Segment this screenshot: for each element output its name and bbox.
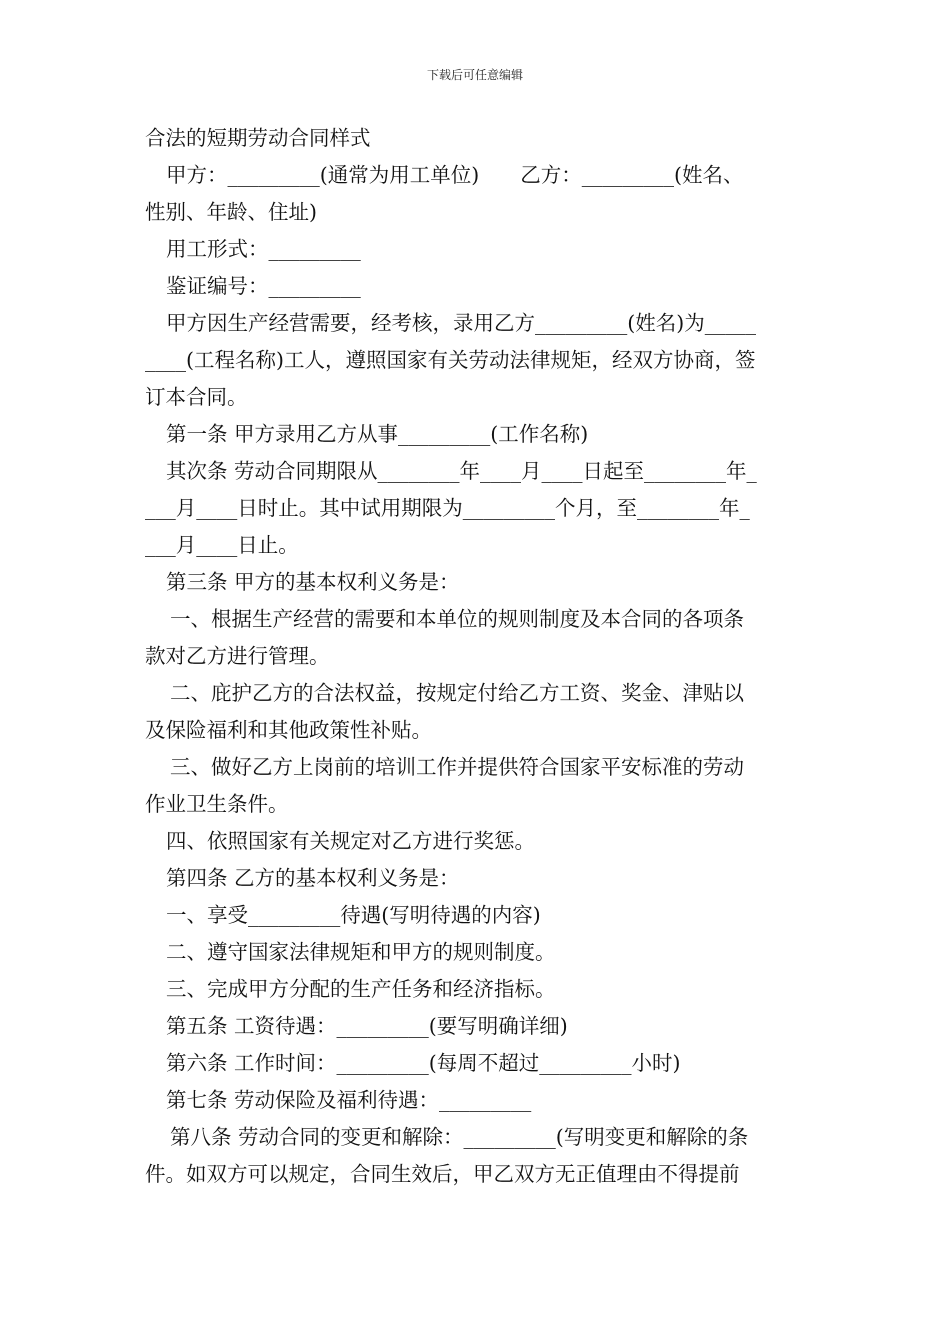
- page-header: 下载后可任意编辑: [426, 68, 523, 82]
- verification-number-line: 鉴证编号：_________: [166, 274, 361, 298]
- preamble-line: 甲方因生产经营需要，经考核，录用乙方_________(姓名)为_____: [166, 311, 756, 335]
- article-3-item-cont: 及保险福利和其他政策性补贴。: [145, 718, 432, 742]
- article-4: 第四条 乙方的基本权利义务是：: [166, 866, 460, 890]
- article-3-item-cont: 款对乙方进行管理。: [145, 644, 330, 668]
- article-4-item: 二、遵守国家法律规矩和甲方的规则制度。: [166, 940, 556, 964]
- article-8-cont: 件。如双方可以规定，合同生效后，甲乙双方无正值理由不得提前: [145, 1162, 740, 1186]
- article-8: 第八条 劳动合同的变更和解除：_________(写明变更和解除的条: [170, 1125, 749, 1149]
- article-3-item-cont: 作业卫生条件。: [145, 792, 289, 816]
- employment-form-line: 用工形式：_________: [166, 237, 361, 261]
- article-3-item: 三、做好乙方上岗前的培训工作并提供符合国家平安标准的劳动: [170, 755, 744, 779]
- article-2-cont: ___月____日止。: [145, 533, 299, 557]
- article-2-cont: ___月____日时止。其中试用期限为_________个月，至________年_: [145, 496, 750, 520]
- party-line: 甲方：_________(通常为用工单位) 乙方：_________(姓名、: [166, 163, 744, 187]
- article-2: 其次条 劳动合同期限从________年____月____日起至________年_: [166, 459, 757, 483]
- article-6: 第六条 工作时间：_________(每周不超过_________小时): [166, 1051, 681, 1075]
- article-7: 第七条 劳动保险及福利待遇：_________: [166, 1088, 532, 1112]
- article-3-item: 二、庇护乙方的合法权益，按规定付给乙方工资、奖金、津贴以: [170, 681, 744, 705]
- preamble-line: 订本合同。: [145, 385, 248, 409]
- document-title: 合法的短期劳动合同样式: [145, 126, 371, 150]
- article-3-item: 一、根据生产经营的需要和本单位的规则制度及本合同的各项条: [170, 607, 744, 631]
- article-3: 第三条 甲方的基本权利义务是：: [166, 570, 460, 594]
- article-4-item: 三、完成甲方分配的生产任务和经济指标。: [166, 977, 556, 1001]
- article-3-item: 四、依照国家有关规定对乙方进行奖惩。: [166, 829, 535, 853]
- article-1: 第一条 甲方录用乙方从事_________(工作名称): [166, 422, 589, 446]
- document-body: [145, 120, 810, 1193]
- party-line-cont: 性别、年龄、住址): [145, 200, 317, 224]
- article-5: 第五条 工资待遇：_________(要写明确详细): [166, 1014, 568, 1038]
- preamble-line: ____(工程名称)工人，遵照国家有关劳动法律规矩，经双方协商，签: [145, 348, 756, 372]
- article-4-item: 一、享受_________待遇(写明待遇的内容): [166, 903, 541, 927]
